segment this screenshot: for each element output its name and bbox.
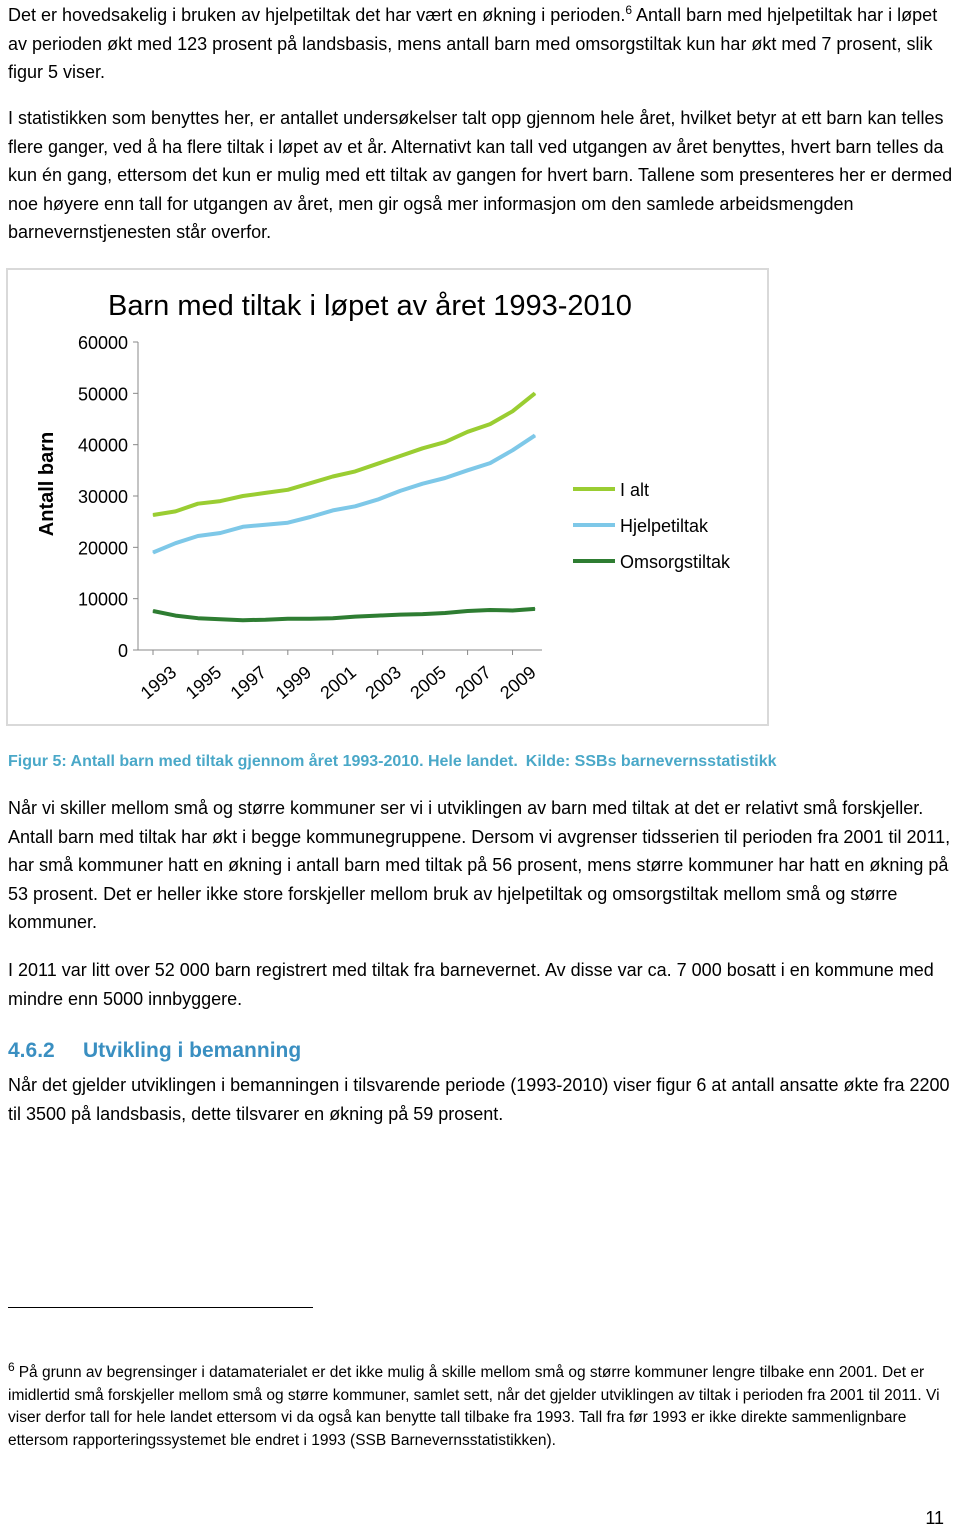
- intro-text-a: Det er hovedsakelig i bruken av hjelpetiltak det har vært en økning i perioden.: [8, 5, 626, 25]
- series-line: [153, 393, 535, 515]
- figure-caption: [8, 753, 785, 771]
- chart-title: Barn med tiltak i løpet av året 1993-2010: [108, 290, 632, 322]
- data-point: [175, 511, 176, 512]
- legend-label: Hjelpetiltak: [620, 516, 709, 536]
- y-tick-label: 50000: [77, 384, 128, 405]
- statistics-paragraph: I statistikken som benyttes her, er antallet undersøkelser talt opp gjennom hele året, hvilket betyr at ett barn kan telles flere ganger, ved å ha flere tiltak i løpet av et år. Alternativt kan tall ved utgangen av året benyttes, hvert barn telles da kun én gang, ettersom det kun er mulig med ett tiltak av gangen for hvert barn. Tallene som presenteres her er dermed noe høyere enn tall for utgangen av året, men gir også mer informasjon om den samlede arbeidsmengden barnevernstjenesten står overfor.: [8, 108, 953, 242]
- data-point: [445, 442, 446, 443]
- x-tick-label: 2001: [316, 662, 361, 704]
- data-point: [400, 455, 401, 456]
- series-line: [153, 609, 535, 620]
- page-number: 11: [925, 1508, 944, 1528]
- x-tick-label: 1997: [226, 662, 271, 704]
- data-point: [175, 615, 176, 616]
- data-point: [220, 501, 221, 502]
- footnote-text: På grunn av begrensinger i datamaterialet er det ikke mulig å skille mellom små og større kommuner lengre tilbake enn 2001. Det er imidlertid små forskjeller mellom små og større kommuner, samlet sett, når det gjelder utviklingen av tiltak i perioden fra 2001 til 2011. Vi viser derfor tall for hele landet ettersom vi da også kan benytte tall tilbake fra 1993. Tall fra før 1993 er ikke direkte sammenlignbare ettersom rapporteringssystemet ble endret i 1993 (SSB Barnevernsstatistikken).: [8, 1364, 940, 1449]
- x-tick-label: 1993: [136, 662, 181, 704]
- data-point: [153, 514, 154, 515]
- intro-text-b: Antall barn med hjelpetiltak har i løpet av perioden økt med 123 prosent på landsbasis, mens antall barn med omsorgstiltak kun har økt med 7 prosent, slik figur 5 viser.: [8, 5, 938, 82]
- data-point: [490, 609, 491, 610]
- data-point: [242, 620, 243, 621]
- data-point: [535, 393, 536, 394]
- data-point: [153, 552, 154, 553]
- data-point: [467, 610, 468, 611]
- data-point: [377, 499, 378, 500]
- data-point: [400, 614, 401, 615]
- x-tick-label: 2003: [361, 662, 405, 704]
- intro-paragraph: [8, 1, 953, 87]
- data-point: [490, 463, 491, 464]
- data-point: [512, 450, 513, 451]
- data-point: [265, 619, 266, 620]
- data-point: [220, 532, 221, 533]
- registered-paragraph: I 2011 var litt over 52 000 barn registrert med tiltak fra barnevernet. Av disse var ca. 7 000 bosatt i en kommune med mindre enn 5000 innbyggere.: [8, 960, 934, 1009]
- data-point: [512, 411, 513, 412]
- data-point: [242, 526, 243, 527]
- legend-label: Omsorgstiltak: [620, 552, 731, 572]
- x-tick-label: 1995: [181, 662, 226, 704]
- data-point: [445, 613, 446, 614]
- y-axis-label: Antall barn: [36, 431, 58, 537]
- data-point: [287, 522, 288, 523]
- x-tick-label: 2007: [451, 662, 495, 704]
- municipality-paragraph: Når vi skiller mellom små og større kommuner ser vi i utviklingen av barn med tiltak at det er relativt små forskjeller. Antall barn med tiltak har økt i begge kommunegruppene. Dersom vi avgrenser tidsserien til perioden fra 2001 til 2011, har små kommuner hatt en økning i antall barn med tiltak på 56 prosent, mens større kommuner har hatt en økning på 53 prosent. Det er heller ikke store forskjeller mellom bruk av hjelpetiltak og omsorgstiltak mellom små og større kommuner.: [8, 798, 951, 932]
- y-tick-label: 40000: [77, 435, 128, 456]
- y-tick-label: 0: [117, 641, 128, 661]
- x-tick-label: 1999: [271, 662, 316, 704]
- data-point: [332, 510, 333, 511]
- data-point: [535, 435, 536, 436]
- data-point: [287, 489, 288, 490]
- data-point: [355, 506, 356, 507]
- data-point: [310, 483, 311, 484]
- data-point: [422, 448, 423, 449]
- data-point: [197, 618, 198, 619]
- data-point: [377, 615, 378, 616]
- data-point: [445, 478, 446, 479]
- section-heading: [8, 1039, 301, 1063]
- data-point: [467, 431, 468, 432]
- data-point: [310, 517, 311, 518]
- data-point: [512, 610, 513, 611]
- data-point: [175, 543, 176, 544]
- y-tick-label: 10000: [77, 589, 128, 610]
- footnote-separator: [8, 1307, 313, 1308]
- data-point: [355, 616, 356, 617]
- data-point: [535, 608, 536, 609]
- y-tick-label: 60000: [77, 333, 128, 353]
- line-chart-svg: [8, 270, 767, 724]
- data-point: [265, 492, 266, 493]
- data-point: [467, 470, 468, 471]
- data-point: [220, 619, 221, 620]
- data-point: [197, 503, 198, 504]
- footnote: [8, 1359, 958, 1452]
- data-point: [400, 490, 401, 491]
- footnote-number: 6: [8, 1359, 15, 1374]
- data-point: [310, 618, 311, 619]
- x-tick-label: 2005: [406, 662, 450, 704]
- section-number: 4.6.2: [8, 1039, 55, 1062]
- x-tick-label: 2009: [496, 662, 540, 704]
- y-ticks: [78, 333, 138, 661]
- data-point: [242, 496, 243, 497]
- caption-title: Figur 5: Antall barn med tiltak gjennom året 1993-2010. Hele landet.: [8, 753, 518, 770]
- line-chart: [6, 268, 769, 726]
- legend: [573, 480, 731, 572]
- series-lines: [153, 393, 536, 621]
- x-ticks: [137, 650, 540, 703]
- legend-label: I alt: [620, 480, 650, 500]
- data-point: [197, 536, 198, 537]
- section-title: Utvikling i bemanning: [83, 1039, 302, 1062]
- data-point: [332, 618, 333, 619]
- data-point: [377, 463, 378, 464]
- staffing-paragraph: Når det gjelder utviklingen i bemanningen i tilsvarende periode (1993-2010) viser figur 6 at antall ansatte økte fra 2200 til 3500 på landsbasis, dette tilsvarer en økning på 59 prosent.: [8, 1075, 950, 1124]
- footnote-ref[interactable]: 6: [625, 3, 633, 17]
- data-point: [355, 471, 356, 472]
- caption-source: Kilde: SSBs barnevernsstatistikk: [525, 753, 777, 770]
- data-point: [422, 614, 423, 615]
- data-point: [287, 618, 288, 619]
- y-tick-label: 20000: [77, 538, 128, 559]
- y-tick-label: 30000: [77, 487, 128, 507]
- data-point: [153, 610, 154, 611]
- data-point: [490, 424, 491, 425]
- data-point: [265, 524, 266, 525]
- series-line: [153, 435, 535, 552]
- data-point: [332, 476, 333, 477]
- data-point: [422, 483, 423, 484]
